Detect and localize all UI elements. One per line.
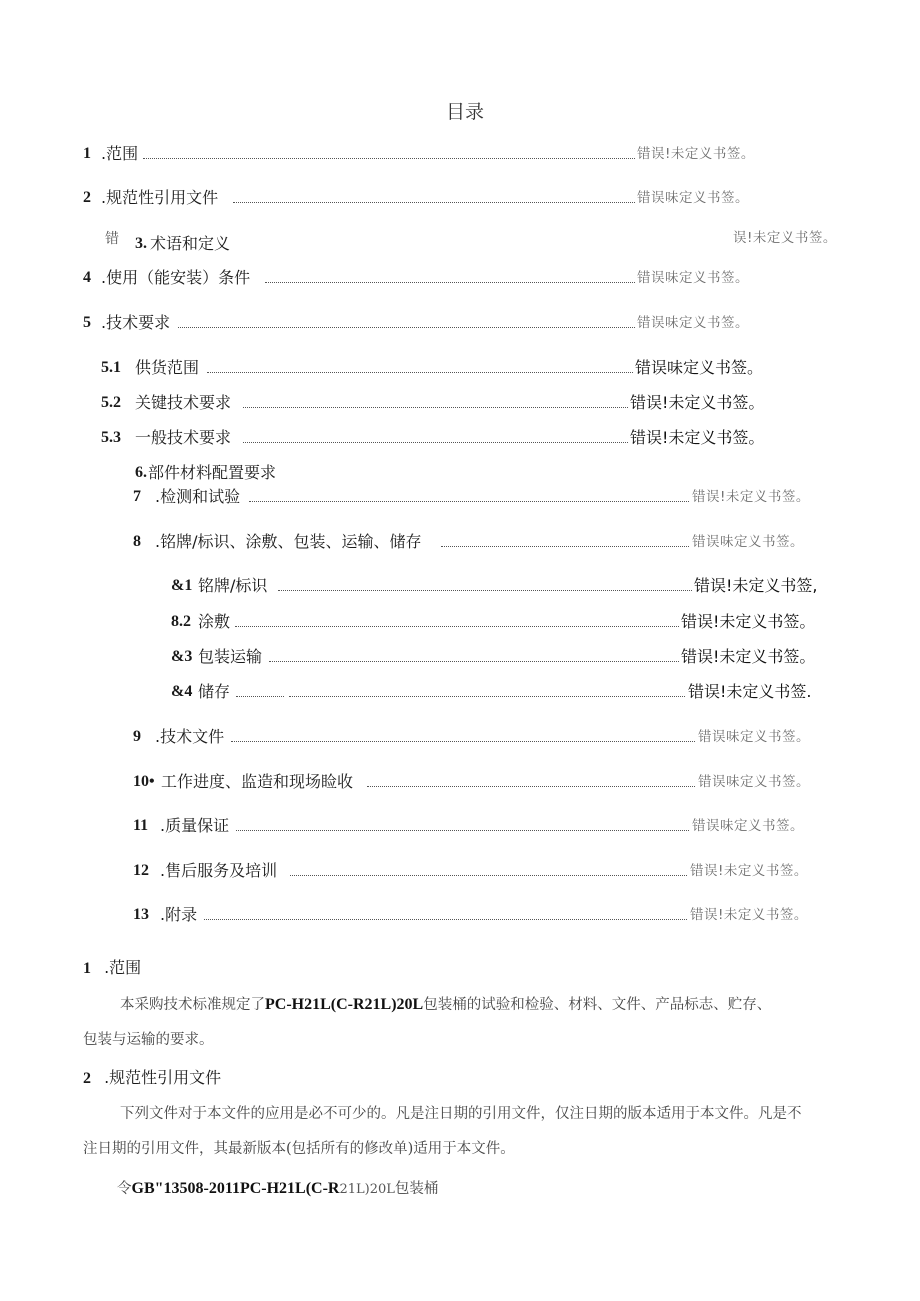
toc-leader-dots [243, 407, 628, 408]
section-number: 1 [83, 960, 91, 977]
toc-leader-dots [249, 501, 689, 502]
toc-entry[interactable] [0, 390, 920, 416]
reference-code: GB"13508-2011PC-H21L(C-R [131, 1180, 340, 1197]
toc-entry-page: 错误味定义书签。 [698, 729, 810, 745]
reference-code-tail: 21L)20L [339, 1182, 395, 1197]
toc-entry-page: 错误味定义书签。 [635, 358, 764, 377]
toc-entry-number: 7 [133, 488, 141, 505]
toc-entry-page-prefix: 错 [105, 231, 120, 247]
toc-entry-number: 4 [83, 269, 91, 286]
toc-entry-title: 供货范围 [135, 358, 200, 377]
toc-entry[interactable] [0, 858, 920, 884]
toc-entry-title: 术语和定义 [150, 234, 231, 253]
toc-entry-number: 13 [133, 906, 149, 923]
toc-entry[interactable] [0, 425, 920, 451]
paragraph-references-line2: 注日期的引用文件，其最新版本(包括所有的修改单)适用于本文件。 [83, 1141, 515, 1157]
toc-entry-number: 2 [83, 189, 91, 206]
toc-entry-title: 铭牌/标识 [198, 576, 268, 595]
toc-leader-dots [204, 919, 687, 920]
toc-leader-dots [233, 202, 635, 203]
toc-entry-number: 9 [133, 728, 141, 745]
toc-entry[interactable] [0, 769, 920, 795]
toc-leader-dots [243, 442, 628, 443]
toc-entry-page: 错误!未定义书签。 [690, 907, 808, 923]
toc-leader-dots [236, 696, 284, 697]
paragraph-references-line1: 下列文件对于本文件的应用是必不可少的。凡是注日期的引用文件，仅注日期的版本适用于本文件。凡是不 [120, 1106, 802, 1122]
toc-leader-dots [269, 661, 679, 662]
toc-entry-page: 错误!未定义书签. [688, 682, 812, 701]
toc-leader-dots [236, 830, 689, 831]
toc-leader-dots [207, 372, 633, 373]
toc-entry-number: 1 [83, 145, 91, 162]
toc-leader-dots [441, 546, 689, 547]
toc-entry-title: .售后服务及培训 [160, 861, 278, 880]
section-heading-scope [83, 955, 141, 982]
toc-entry[interactable] [0, 679, 920, 705]
toc-entry-title: 工作进度、监造和现场睑收 [161, 772, 354, 791]
toc-leader-dots [143, 158, 635, 159]
toc-entry[interactable] [0, 141, 920, 167]
toc-entry-page: 错误味定义书签。 [637, 270, 749, 286]
toc-entry-title: .规范性引用文件 [101, 188, 219, 207]
reference-bullet: 令 [117, 1181, 132, 1197]
toc-leader-dots [178, 327, 635, 328]
toc-entry[interactable] [0, 644, 920, 670]
toc-entry-title: .检测和试验 [155, 487, 241, 506]
toc-entry-title: .技术要求 [101, 313, 171, 332]
toc-entry-number: 6. [135, 464, 147, 481]
toc-entry-title: .范围 [101, 144, 139, 163]
toc-entry[interactable] [0, 355, 920, 381]
toc-entry[interactable] [0, 460, 920, 486]
toc-leader-dots [290, 875, 687, 876]
toc-entry-page: 错误味定义书签。 [637, 315, 749, 331]
toc-entry-number: 8 [133, 533, 141, 550]
toc-entry-number: 5.3 [101, 429, 121, 446]
section-number: 2 [83, 1070, 91, 1087]
toc-entry-title: .铭牌/标识、涂敷、包装、运输、储存 [155, 532, 422, 551]
toc-entry-page: 错误味定义书签。 [692, 534, 804, 550]
toc-entry-page: 错误!未定义书签。 [630, 428, 765, 447]
toc-entry-page: 错误!未定义书签。 [690, 863, 808, 879]
toc-entry-number: &1 [171, 577, 193, 594]
paragraph-text: 包装桶的试验和检验、材料、文件、产品标志、贮存、 [423, 997, 772, 1013]
toc-entry-title: 部件材料配置要求 [148, 463, 277, 482]
toc-entry[interactable] [0, 226, 920, 256]
toc-entry[interactable] [0, 902, 920, 928]
paragraph-text: 本采购技术标准规定了 [120, 997, 265, 1013]
toc-entry-page: 错误!未定义书签。 [681, 647, 816, 666]
section-title: .规范性引用文件 [104, 1068, 222, 1087]
toc-entry-number: 12 [133, 862, 149, 879]
toc-entry-number: 5 [83, 314, 91, 331]
toc-entry-number: 5.2 [101, 394, 121, 411]
product-code: PC-H21L(C-R21L)20L [265, 996, 424, 1013]
toc-entry-title: 关键技术要求 [135, 393, 232, 412]
toc-entry-number: 8.2 [171, 613, 191, 630]
toc-entry[interactable] [0, 310, 920, 336]
toc-entry[interactable] [0, 185, 920, 211]
toc-entry-number: 11 [133, 817, 149, 834]
toc-entry-title: .使用（能安装）条件 [101, 268, 251, 287]
section-title: .范围 [104, 958, 142, 977]
toc-entry[interactable] [0, 724, 920, 750]
toc-entry-title: 一般技术要求 [135, 428, 232, 447]
toc-leader-dots [235, 626, 679, 627]
toc-entry-page: 错误味定义书签。 [692, 818, 804, 834]
toc-entry[interactable] [0, 265, 920, 291]
toc-entry-page: 错误味定义书签。 [637, 190, 749, 206]
toc-leader-dots [367, 786, 695, 787]
toc-entry-number: &3 [171, 648, 193, 665]
toc-entry-title: 包装运输 [198, 647, 263, 666]
toc-entry-number: 5.1 [101, 359, 121, 376]
toc-leader-dots [231, 741, 695, 742]
toc-entry-page: 误!未定义书签。 [733, 230, 837, 246]
toc-entry[interactable] [0, 529, 920, 555]
toc-entry[interactable] [0, 484, 920, 510]
section-heading-references [83, 1065, 221, 1092]
toc-title: 目录 [445, 101, 484, 123]
toc-entry-number: 3. [135, 235, 147, 252]
toc-entry-page: 错误味定义书签。 [698, 774, 810, 790]
paragraph-scope-line1 [120, 992, 771, 1018]
toc-entry[interactable] [0, 813, 920, 839]
toc-entry-page: 错误!未定义书签。 [692, 489, 810, 505]
toc-entry-title: .附录 [160, 905, 198, 924]
toc-entry-number: 10• [133, 773, 155, 790]
toc-entry-title: .质量保证 [160, 816, 230, 835]
reference-item [117, 1176, 438, 1203]
toc-entry-number: &4 [171, 683, 193, 700]
toc-entry-title: 储存 [198, 682, 231, 701]
toc-entry-title: 涂敷 [198, 612, 231, 631]
paragraph-scope-line2: 包装与运输的要求。 [83, 1032, 214, 1048]
toc-leader-dots [265, 282, 635, 283]
toc-entry-page: 错误!未定义书签。 [630, 393, 765, 412]
toc-entry-page: 错误!未定义书签。 [681, 612, 816, 631]
toc-entry-page: 错误!未定义书签。 [637, 146, 755, 162]
toc-entry-title: .技术文件 [155, 727, 225, 746]
toc-entry[interactable] [0, 609, 920, 635]
reference-title: 包装桶 [394, 1181, 439, 1197]
toc-entry[interactable] [0, 573, 920, 599]
toc-leader-dots [278, 590, 692, 591]
toc-leader-dots [289, 696, 685, 697]
toc-entry-page: 错误!未定义书签, [694, 576, 818, 595]
